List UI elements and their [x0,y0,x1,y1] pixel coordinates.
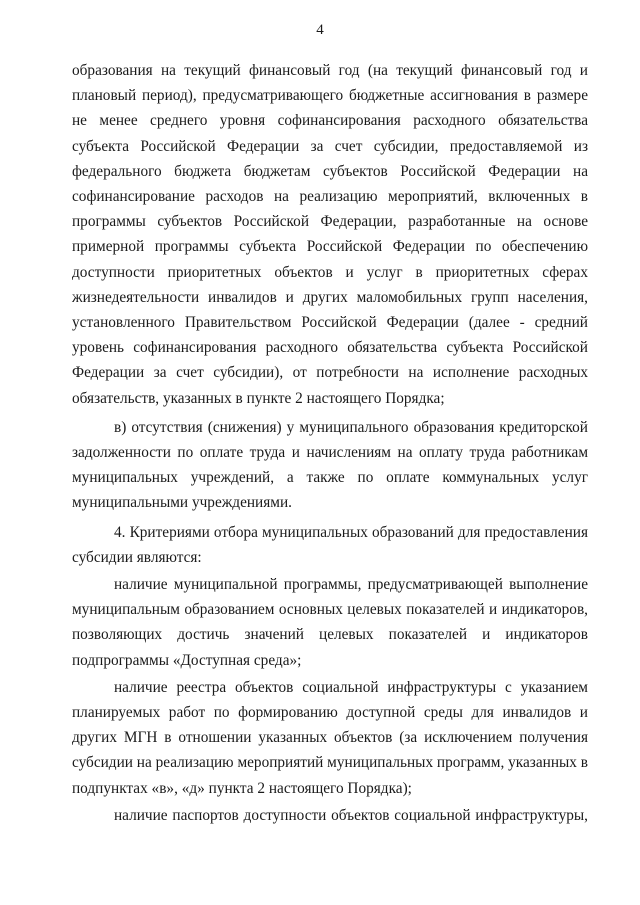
paragraph-continuation: образования на текущий финансовый год (на текущий финансовый год и плановый период), предусматривающего бюджетные ассигнования в размере не менее среднего уровня софинансирования расходного обязательства субъекта Российской Федерации за счет субсидии, предоставляемой из федерального бюджета бюджетам субъектов Российской Федерации на софинансирование расходов на реализацию мероприятий, включенных в программы субъектов Российской Федерации, разработанные на основе примерной программы субъекта Российской Федерации по обеспечению доступности приоритетных объектов и услуг в приоритетных сферах жизнедеятельности инвалидов и других маломобильных групп населения, установленного Правительством Российской Федерации (далее - средний уровень софинансирования расходного обязательства субъекта Российской Федерации за счет субсидии), от потребности на исполнение расходных обязательств, указанных в пункте 2 настоящего Порядка; [72,62,588,407]
paragraph-criterion-registry: наличие реестра объектов социальной инфраструктуры с указанием планируемых работ по формированию доступной среды для инвалидов и других МГН в отношении указанных объектов (за исключением получения субсидии на реализацию мероприятий муниципальных программ, указанных в подпунктах «в», «д» пункта 2 настоящего Порядка); [72,678,588,797]
document-body [72,58,588,828]
paragraph-item-v: в) отсутствия (снижения) у муниципального образования кредиторской задолженности по оплате труда и начислениям на оплату труда работникам муниципальных учреждений, а также по оплате коммунальных услуг муниципальными учреждениями. [72,418,588,512]
paragraph-criterion-passports: наличие паспортов доступности объектов социальной инфраструктуры, [114,806,588,824]
page-number: 4 [316,22,324,38]
paragraph-criterion-program: наличие муниципальной программы, предусматривающей выполнение муниципальным образованием основных целевых показателей и индикаторов, позволяющих достичь значений целевых показателей и индикаторов подпрограммы «Доступная среда»; [72,576,588,669]
paragraph-item-4: 4. Критериями отбора муниципальных образований для предоставления субсидии являются: [72,523,588,566]
